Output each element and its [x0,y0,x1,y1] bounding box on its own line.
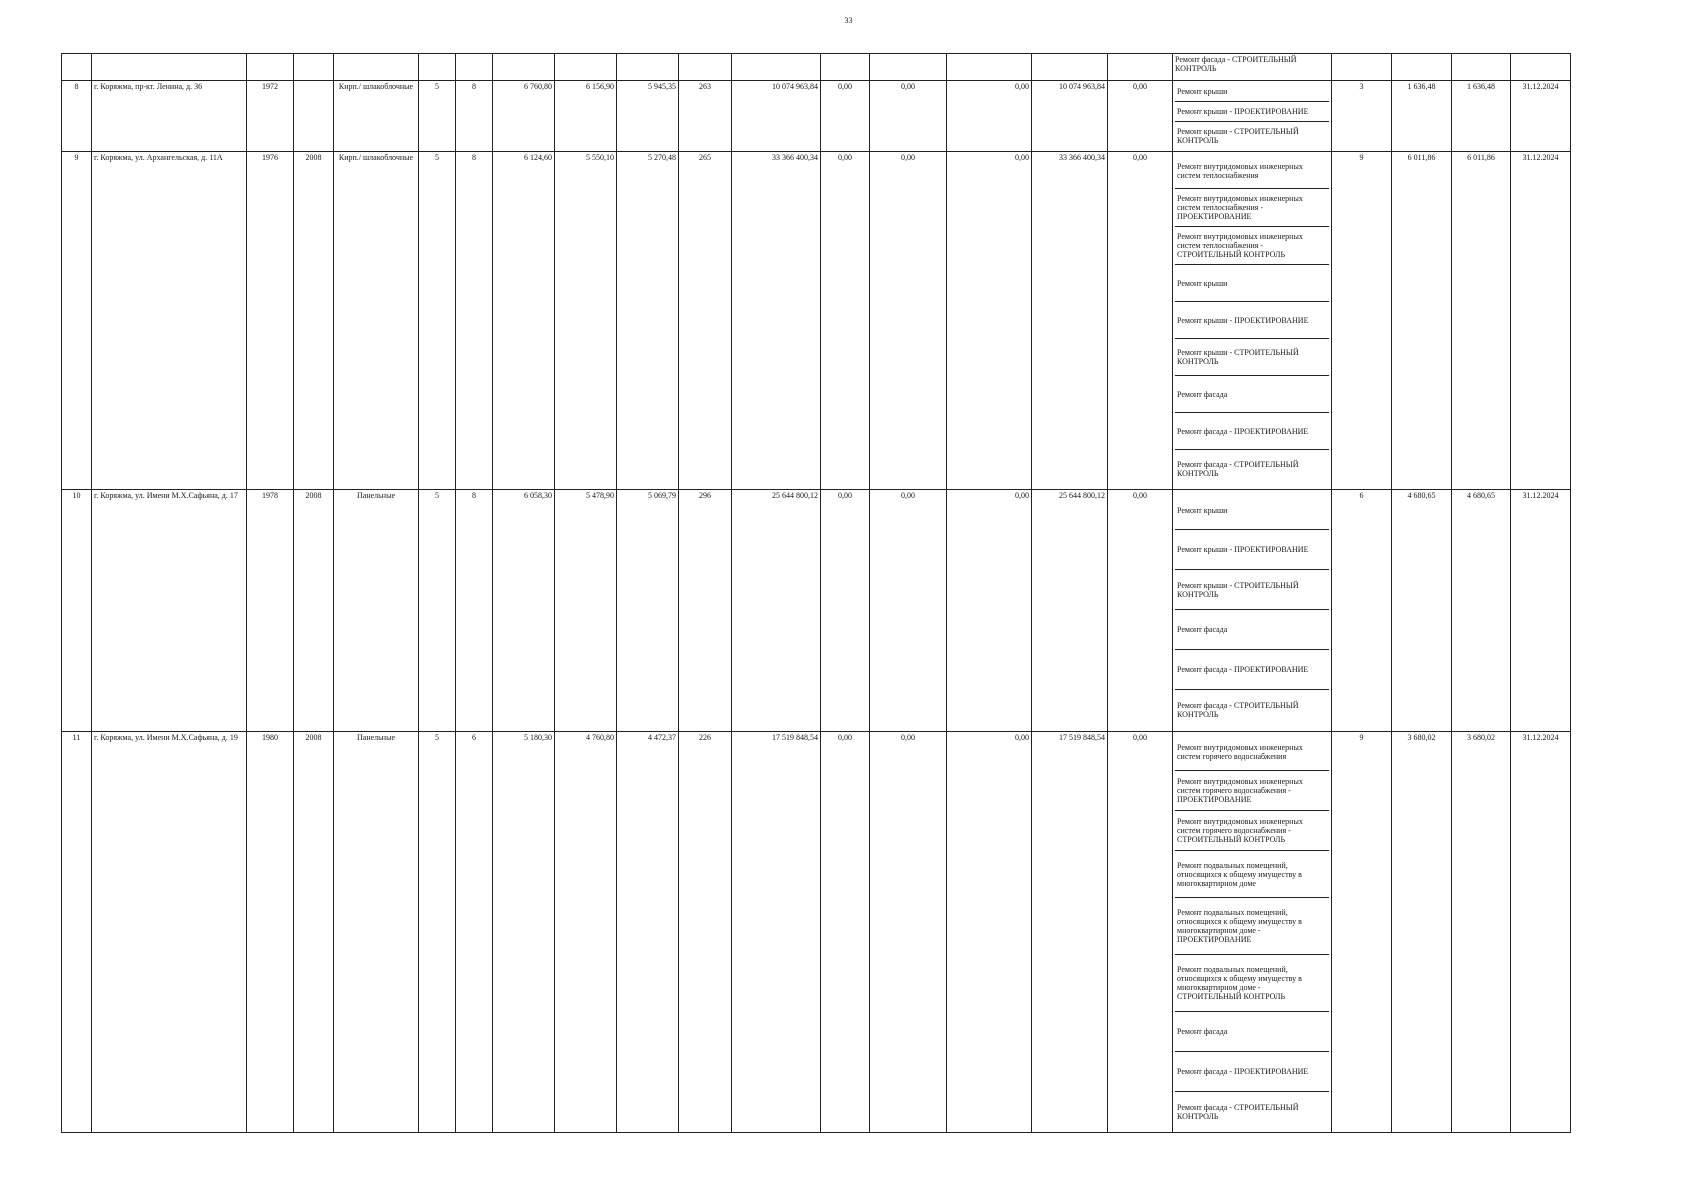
cost-fund-cell: 0,00 [821,732,870,1133]
wall-material-cell: Кирп./ шлакоблочные [334,152,419,490]
cost-other-cell: 0,00 [1108,732,1173,1133]
max-cost-cell: 6 011,86 [1452,152,1511,490]
work-item: Ремонт подвальных помещений, относящихся к общему имуществу в многоквартирном доме - СТРОИТЕЛЬНЫЙ КОНТРОЛЬ [1175,955,1329,1012]
address-cell: г. Коряжма, ул. Имени М.Х.Сафьяна, д. 17 [92,490,247,732]
cost-budget-cell: 0,00 [870,81,947,152]
cost-total-cell: 33 366 400,34 [732,152,821,490]
work-item: Ремонт внутридомовых инженерных систем горячего водоснабжения [1175,733,1329,771]
entrances-cell: 8 [456,81,493,152]
year-built-cell: 1978 [247,490,294,732]
cost-owners-cell: 33 366 400,34 [1032,152,1108,490]
work-list [1173,732,1332,1133]
work-count-cell: 9 [1332,152,1392,490]
cost-fund-cell: 0,00 [821,490,870,732]
deadline-cell: 31.12.2024 [1511,732,1571,1133]
work-item: Ремонт внутридомовых инженерных систем теплоснабжения - СТРОИТЕЛЬНЫЙ КОНТРОЛЬ [1175,227,1329,265]
residents-cell: 226 [679,732,732,1133]
work-item: Ремонт крыши - СТРОИТЕЛЬНЫЙ КОНТРОЛЬ [1177,127,1299,145]
unit-cost-cell: 4 680,65 [1392,490,1452,732]
page-number: 33 [844,16,853,25]
row-number: 9 [62,152,92,490]
floors-cell: 5 [419,490,456,732]
work-list [1173,81,1332,152]
cost-other-cell: 0,00 [1108,152,1173,490]
deadline-cell: 31.12.2024 [1511,81,1571,152]
work-item: Ремонт крыши - ПРОЕКТИРОВАНИЕ [1175,302,1329,339]
unit-cost-cell: 3 680,02 [1392,732,1452,1133]
max-cost-cell: 1 636,48 [1452,81,1511,152]
work-item: Ремонт крыши [1175,491,1329,530]
floors-cell: 5 [419,152,456,490]
row-number: 10 [62,490,92,732]
work-item: Ремонт фасада [1175,610,1329,650]
table-row [62,81,1571,152]
work-item: Ремонт фасада - СТРОИТЕЛЬНЫЙ КОНТРОЛЬ [1177,701,1299,719]
deadline-cell: 31.12.2024 [1511,152,1571,490]
work-item: Ремонт внутридомовых инженерных систем горячего водоснабжения - ПРОЕКТИРОВАНИЕ [1175,771,1329,811]
work-item: Ремонт фасада - ПРОЕКТИРОВАНИЕ [1175,413,1329,450]
cost-budget-cell: 0,00 [870,490,947,732]
wall-material-cell: Кирп./ шлакоблочные [334,81,419,152]
cost-total-cell: 17 519 848,54 [732,732,821,1133]
work-item: Ремонт фасада - СТРОИТЕЛЬНЫЙ КОНТРОЛЬ [1177,1102,1299,1121]
area-total-cell: 6 058,30 [493,490,555,732]
row-number: 8 [62,81,92,152]
year-built-cell: 1976 [247,152,294,490]
work-item: Ремонт внутридомовых инженерных систем теплоснабжения - ПРОЕКТИРОВАНИЕ [1175,189,1329,227]
work-item: Ремонт внутридомовых инженерных систем теплоснабжения [1175,153,1329,189]
cost-local-cell: 0,00 [947,732,1032,1133]
work-item: Ремонт фасада - ПРОЕКТИРОВАНИЕ [1175,1052,1329,1092]
capital-repair-register-table [61,53,1571,1133]
entrances-cell: 6 [456,732,493,1133]
cost-local-cell: 0,00 [947,81,1032,152]
address-cell: г. Коряжма, пр-кт. Ленина, д. 36 [92,81,247,152]
work-item: Ремонт фасада [1175,376,1329,413]
area-residential-cell: 5 945,35 [617,81,679,152]
unit-cost-cell: 6 011,86 [1392,152,1452,490]
cost-fund-cell: 0,00 [821,81,870,152]
area-residential-cell: 5 069,79 [617,490,679,732]
row-number: 11 [62,732,92,1133]
cost-local-cell: 0,00 [947,490,1032,732]
cost-other-cell: 0,00 [1108,81,1173,152]
entrances-cell: 8 [456,490,493,732]
work-item: Ремонт крыши - СТРОИТЕЛЬНЫЙ КОНТРОЛЬ [1175,570,1329,610]
continuation-row [62,54,1571,81]
area-premises-cell: 5 478,90 [555,490,617,732]
year-built-cell: 1972 [247,81,294,152]
cost-budget-cell: 0,00 [870,152,947,490]
table-row [62,490,1571,732]
year-built-cell: 1980 [247,732,294,1133]
residents-cell: 296 [679,490,732,732]
work-item: Ремонт крыши [1175,265,1329,302]
residents-cell: 263 [679,81,732,152]
table-row [62,152,1571,490]
work-item: Ремонт фасада - СТРОИТЕЛЬНЫЙ КОНТРОЛЬ [1177,460,1299,478]
deadline-cell: 31.12.2024 [1511,490,1571,732]
entrances-cell: 8 [456,152,493,490]
work-count-cell: 6 [1332,490,1392,732]
work-item: Ремонт фасада [1175,1012,1329,1052]
work-item: Ремонт подвальных помещений, относящихся к общему имуществу в многоквартирном доме [1175,851,1329,898]
address-cell: г. Коряжма, ул. Архангельская, д. 11А [92,152,247,490]
wall-material-cell: Панельные [334,732,419,1133]
area-total-cell: 6 124,60 [493,152,555,490]
year-overhaul-cell: 2008 [294,152,334,490]
work-list [1173,490,1332,732]
table-row [62,732,1571,1133]
max-cost-cell: 3 680,02 [1452,732,1511,1133]
work-item: Ремонт крыши [1175,82,1329,102]
work-item: Ремонт внутридомовых инженерных систем горячего водоснабжения - СТРОИТЕЛЬНЫЙ КОНТРОЛЬ [1175,811,1329,851]
cost-local-cell: 0,00 [947,152,1032,490]
floors-cell: 5 [419,81,456,152]
unit-cost-cell: 1 636,48 [1392,81,1452,152]
cost-fund-cell: 0,00 [821,152,870,490]
area-premises-cell: 5 550,10 [555,152,617,490]
area-total-cell: 5 180,30 [493,732,555,1133]
year-overhaul-cell: 2008 [294,490,334,732]
area-premises-cell: 6 156,90 [555,81,617,152]
year-overhaul-cell: 2008 [294,732,334,1133]
cost-owners-cell: 17 519 848,54 [1032,732,1108,1133]
work-item: Ремонт фасада - ПРОЕКТИРОВАНИЕ [1175,650,1329,690]
work-item: Ремонт крыши - ПРОЕКТИРОВАНИЕ [1175,102,1329,122]
max-cost-cell: 4 680,65 [1452,490,1511,732]
area-residential-cell: 5 270,48 [617,152,679,490]
work-item: Ремонт фасада - СТРОИТЕЛЬНЫЙ КОНТРОЛЬ [1173,54,1332,81]
area-residential-cell: 4 472,37 [617,732,679,1133]
area-premises-cell: 4 760,80 [555,732,617,1133]
year-overhaul-cell [294,81,334,152]
work-list [1173,152,1332,490]
floors-cell: 5 [419,732,456,1133]
cost-total-cell: 10 074 963,84 [732,81,821,152]
cost-other-cell: 0,00 [1108,490,1173,732]
work-count-cell: 9 [1332,732,1392,1133]
cost-owners-cell: 10 074 963,84 [1032,81,1108,152]
work-item: Ремонт подвальных помещений, относящихся к общему имуществу в многоквартирном доме - ПРОЕКТИРОВАНИЕ [1175,898,1329,955]
residents-cell: 265 [679,152,732,490]
cost-budget-cell: 0,00 [870,732,947,1133]
cost-total-cell: 25 644 800,12 [732,490,821,732]
address-cell: г. Коряжма, ул. Имени М.Х.Сафьяна, д. 19 [92,732,247,1133]
cost-owners-cell: 25 644 800,12 [1032,490,1108,732]
wall-material-cell: Панельные [334,490,419,732]
work-count-cell: 3 [1332,81,1392,152]
work-item: Ремонт крыши - ПРОЕКТИРОВАНИЕ [1175,530,1329,570]
work-item: Ремонт крыши - СТРОИТЕЛЬНЫЙ КОНТРОЛЬ [1175,339,1329,376]
area-total-cell: 6 760,80 [493,81,555,152]
